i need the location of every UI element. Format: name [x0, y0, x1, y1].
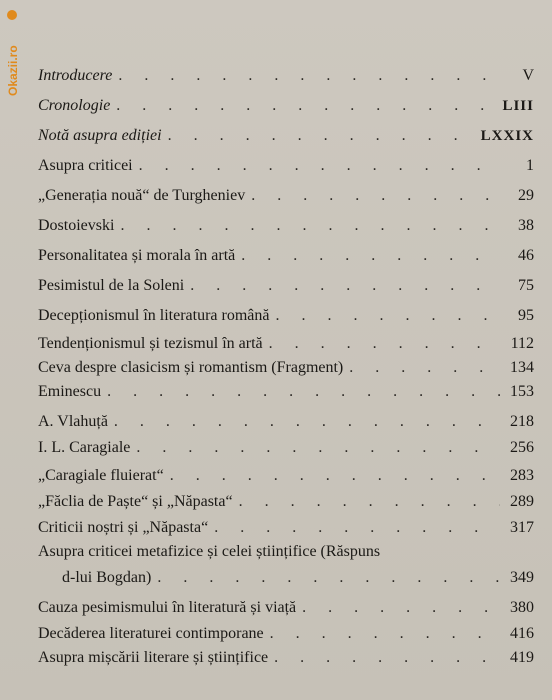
leader-dots [241, 246, 500, 266]
toc-entry [38, 306, 534, 326]
toc-entry [38, 96, 534, 116]
watermark-logo-icon [7, 10, 17, 20]
toc-entry-title: I. L. Caragiale [38, 439, 131, 456]
leader-dots [114, 412, 500, 432]
toc-entry-title: Asupra criticei [38, 157, 133, 174]
toc-entry-page: 419 [510, 649, 534, 666]
site-watermark [2, 6, 22, 106]
toc-entry [38, 156, 534, 176]
toc-entry [38, 358, 534, 378]
toc-entry [38, 438, 534, 458]
toc-entry-title: Criticii noștri și „Năpasta“ [38, 519, 209, 536]
toc-entry [38, 598, 534, 618]
leader-dots [139, 156, 500, 176]
toc-entry-title: „Caragiale fluierat“ [38, 467, 164, 484]
toc-entry-page: 349 [510, 569, 534, 586]
leader-dots [116, 96, 496, 116]
toc-entry-page: 416 [510, 625, 534, 642]
toc-entry-title: Notă asupra ediției [38, 127, 162, 144]
toc-entry-title: Introducere [38, 67, 113, 84]
toc-entry [38, 624, 534, 644]
toc-entry-title: „Generația nouă“ de Turgheniev [38, 187, 246, 204]
toc-entry-page: 317 [510, 519, 534, 536]
leader-dots [136, 438, 500, 458]
leader-dots [107, 382, 500, 402]
toc-entry-page: 256 [510, 439, 534, 456]
leader-dots [190, 276, 500, 296]
toc-entry-title-line2: d-lui Bogdan) [62, 569, 152, 586]
toc-entry [38, 186, 534, 206]
toc-entry [38, 648, 534, 668]
toc-entry-title: A. Vlahuță [38, 413, 108, 430]
toc-entry-title: Decăderea literaturei contimporane [38, 625, 264, 642]
leader-dots [120, 216, 500, 236]
toc-entry-page: 29 [518, 187, 534, 204]
toc-entry [38, 466, 534, 486]
toc-entry-page: 153 [510, 383, 534, 400]
toc-entry-page: 38 [518, 217, 534, 234]
toc-entry-title: Cauza pesimismului în literatură și viață [38, 599, 297, 616]
toc-entry-page: 95 [518, 307, 534, 324]
leader-dots [275, 306, 500, 326]
toc-entry-page: 1 [526, 157, 534, 174]
toc-entry-page: 283 [510, 467, 534, 484]
toc-entry-title-line1: Asupra criticei metafizice și celei științifice (Răspuns [38, 543, 381, 560]
toc-entry-title: Personalitatea și morala în artă [38, 247, 236, 264]
toc-entry-page: 134 [510, 359, 534, 376]
toc-entry-title: „Făclia de Paște“ și „Năpasta“ [38, 493, 233, 510]
toc-entry [38, 276, 534, 296]
toc-entry [38, 216, 534, 236]
leader-dots [214, 518, 500, 538]
toc-entry-page: 380 [510, 599, 534, 616]
toc-entry-title: Tendenționismul și tezismul în artă [38, 335, 263, 352]
leader-dots [302, 598, 500, 618]
toc-entry-page: 46 [518, 247, 534, 264]
leader-dots [269, 334, 500, 354]
toc-entry [38, 246, 534, 266]
toc-entry [38, 334, 534, 354]
leader-dots [118, 66, 500, 86]
leader-dots [239, 492, 500, 512]
toc-entry-title: Cronologie [38, 97, 111, 114]
toc-entry-page: V [522, 67, 534, 84]
toc-entry-page: LXXIX [480, 128, 534, 144]
toc-entry-page: 218 [510, 413, 534, 430]
leader-dots [157, 568, 500, 588]
leader-dots [168, 126, 475, 146]
leader-dots [349, 358, 500, 378]
toc-entry-page: 112 [510, 335, 534, 352]
toc-entry-title: Eminescu [38, 383, 102, 400]
leader-dots [170, 466, 500, 486]
toc-entry [38, 126, 534, 146]
leader-dots [274, 648, 500, 668]
toc-entry [38, 382, 534, 402]
watermark-text: Okazii.ro [6, 45, 20, 96]
toc-entry [38, 568, 534, 588]
toc-entry [38, 518, 534, 538]
toc-entry-page: LIII [502, 98, 534, 114]
toc-entry-title: Asupra mișcării literare și științifice [38, 649, 269, 666]
toc-entry [38, 412, 534, 432]
toc-entry-title: Pesimistul de la Soleni [38, 277, 185, 294]
leader-dots [251, 186, 500, 206]
toc-entry-page: 289 [510, 493, 534, 510]
toc-entry-title: Dostoievski [38, 217, 115, 234]
toc-entry-title: Decepționismul în literatura română [38, 307, 270, 324]
toc-entry-title: Ceva despre clasicism și romantism (Fragment) [38, 359, 344, 376]
leader-dots [270, 624, 500, 644]
toc-entry [38, 66, 534, 86]
toc-entry-page: 75 [518, 277, 534, 294]
toc-entry [38, 492, 534, 512]
